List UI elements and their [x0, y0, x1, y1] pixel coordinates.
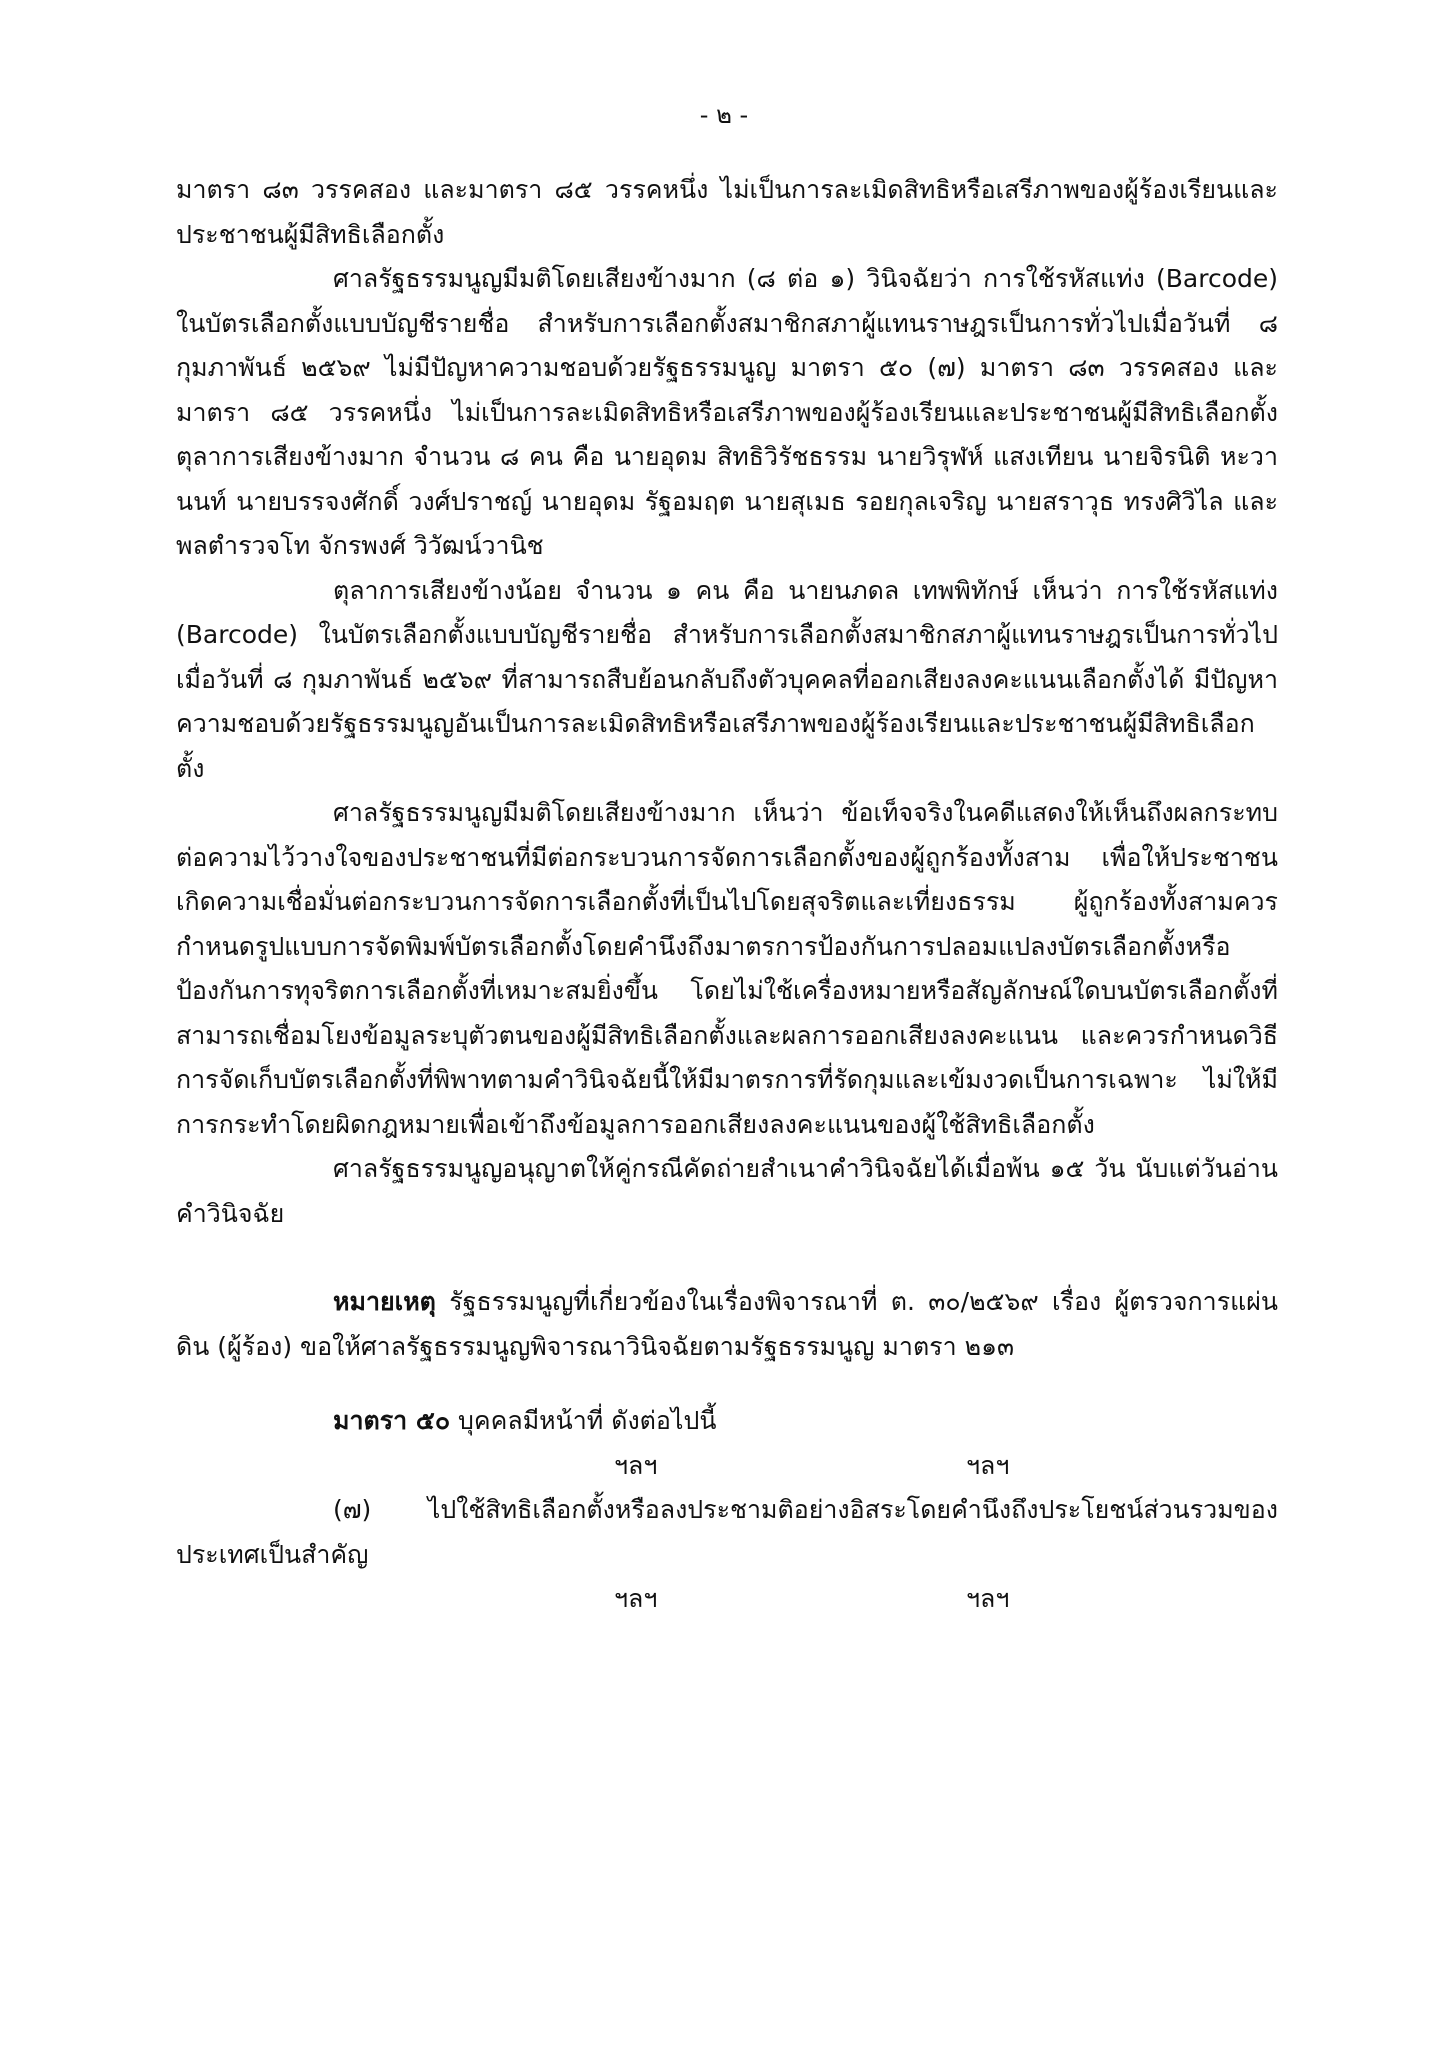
spacer [176, 1369, 1278, 1399]
page-number: - ๒ - [699, 101, 749, 129]
remark-label: หมายเหตุ [333, 1287, 436, 1316]
ellipsis-mark: ฯลฯ [614, 1584, 658, 1613]
section-50-heading [176, 1399, 1278, 1444]
paragraph-court-recommendation: ศาลรัฐธรรมนูญมีมติโดยเสียงข้างมาก เห็นว่า ข้อเท็จจริงในคดีแสดงให้เห็นถึงผลกระทบต่อความไว้วางใจของประชาชนที่มีต่อกระบวนการจัดการเลือกตั้งของผู้ถูกร้องทั้งสาม เพื่อให้ประชาชนเกิดความเชื่อมั่นต่อกระบวนการจัดการเลือกตั้งที่เป็นไปโดยสุจริตและเที่ยงธรรม ผู้ถูกร้องทั้งสามควรกำหนดรูปแบบการจัดพิมพ์บัตรเลือกตั้งโดยคำนึงถึงมาตรการป้องกันการปลอมแปลงบัตรเลือกตั้งหรือป้องกันการทุจริตการเลือกตั้งที่เหมาะสมยิ่งขึ้น โดยไม่ใช้เครื่องหมายหรือสัญลักษณ์ใดบนบัตรเลือกตั้งที่สามารถเชื่อมโยงข้อมูลระบุตัวตนของผู้มีสิทธิเลือกตั้งและผลการออกเสียงลงคะแนน และควรกำหนดวิธีการจัดเก็บบัตรเลือกตั้งที่พิพาทตามคำวินิจฉัยนี้ให้มีมาตรการที่รัดกุมและเข้มงวดเป็นการเฉพาะ ไม่ให้มีการกระทำโดยผิดกฎหมายเพื่อเข้าถึงข้อมูลการออกเสียงลงคะแนนของผู้ใช้สิทธิเลือกตั้ง [176, 798, 1278, 1139]
paragraph-majority-ruling: ศาลรัฐธรรมนูญมีมติโดยเสียงข้างมาก (๘ ต่อ ๑) วินิจฉัยว่า การใช้รหัสแท่ง (Barcode) ในบัตรเลือกตั้งแบบบัญชีรายชื่อ สำหรับการเลือกตั้งสมาชิกสภาผู้แทนราษฎรเป็นการทั่วไปเมื่อวันที่ ๘ กุมภาพันธ์ ๒๕๖๙ ไม่มีปัญหาความชอบด้วยรัฐธรรมนูญ มาตรา ๕๐ (๗) มาตรา ๘๓ วรรคสอง และมาตรา ๘๕ วรรคหนึ่ง ไม่เป็นการละเมิดสิทธิหรือเสรีภาพของผู้ร้องเรียนและประชาชนผู้มีสิทธิเลือกตั้ง ตุลาการเสียงข้างมาก จำนวน ๘ คน คือ นายอุดม สิทธิวิรัชธรรม นายวิรุฬห์ แสงเทียน นายจิรนิติ หะวานนท์ นายบรรจงศักดิ์ วงศ์ปราชญ์ นายอุดม รัฐอมฤต นายสุเมธ รอยกุลเจริญ นายสราวุธ ทรงศิวิไล และพลตำรวจโท จักรพงศ์ วิวัฒน์วานิช [176, 264, 1278, 560]
ellipsis-mark: ฯลฯ [966, 1584, 1010, 1613]
section-50-item-7: (๗) ไปใช้สิทธิเลือกตั้งหรือลงประชามติอย่างอิสระโดยคำนึงถึงประโยชน์ส่วนรวมของประเทศเป็นสำคัญ [176, 1495, 1278, 1569]
section-50-label: มาตรา ๕๐ [333, 1406, 451, 1435]
remark-paragraph [176, 1280, 1278, 1369]
paragraph-minority-opinion: ตุลาการเสียงข้างน้อย จำนวน ๑ คน คือ นายนภดล เทพพิทักษ์ เห็นว่า การใช้รหัสแท่ง (Barcode) ในบัตรเลือกตั้งแบบบัญชีรายชื่อ สำหรับการเลือกตั้งสมาชิกสภาผู้แทนราษฎรเป็นการทั่วไปเมื่อวันที่ ๘ กุมภาพันธ์ ๒๕๖๙ ที่สามารถสืบย้อนกลับถึงตัวบุคคลที่ออกเสียงลงคะแนนเลือกตั้งได้ มีปัญหาความชอบด้วยรัฐธรรมนูญอันเป็นการละเมิดสิทธิหรือเสรีภาพของผู้ร้องเรียนและประชาชนผู้มีสิทธิเลือกตั้ง [176, 575, 1278, 783]
remark-text: รัฐธรรมนูญที่เกี่ยวข้องในเรื่องพิจารณาที่ ต. ๓๐/๒๕๖๙ เรื่อง ผู้ตรวจการแผ่นดิน (ผู้ร้อง) ขอให้ศาลรัฐธรรมนูญพิจารณาวินิจฉัยตามรัฐธรรมนูญ มาตรา ๒๑๓ [176, 1287, 1278, 1361]
ellipsis-mark: ฯลฯ [614, 1450, 658, 1480]
ellipsis-row-1 [176, 1444, 1278, 1489]
spacer [176, 1236, 1278, 1280]
ellipsis-mark: ฯลฯ [966, 1450, 1010, 1480]
paragraph-copy-permission: ศาลรัฐธรรมนูญอนุญาตให้คู่กรณีคัดถ่ายสำเนาคำวินิจฉัยได้เมื่อพ้น ๑๕ วัน นับแต่วันอ่านคำวินิจฉัย [176, 1154, 1278, 1228]
document-body [176, 168, 1278, 1622]
paragraph-continuation: มาตรา ๘๓ วรรคสอง และมาตรา ๘๕ วรรคหนึ่ง ไม่เป็นการละเมิดสิทธิหรือเสรีภาพของผู้ร้องเรียนและประชาชนผู้มีสิทธิเลือกตั้ง [176, 175, 1278, 249]
ellipsis-row-2 [176, 1577, 1278, 1622]
section-50-text: บุคคลมีหน้าที่ ดังต่อไปนี้ [450, 1406, 717, 1435]
